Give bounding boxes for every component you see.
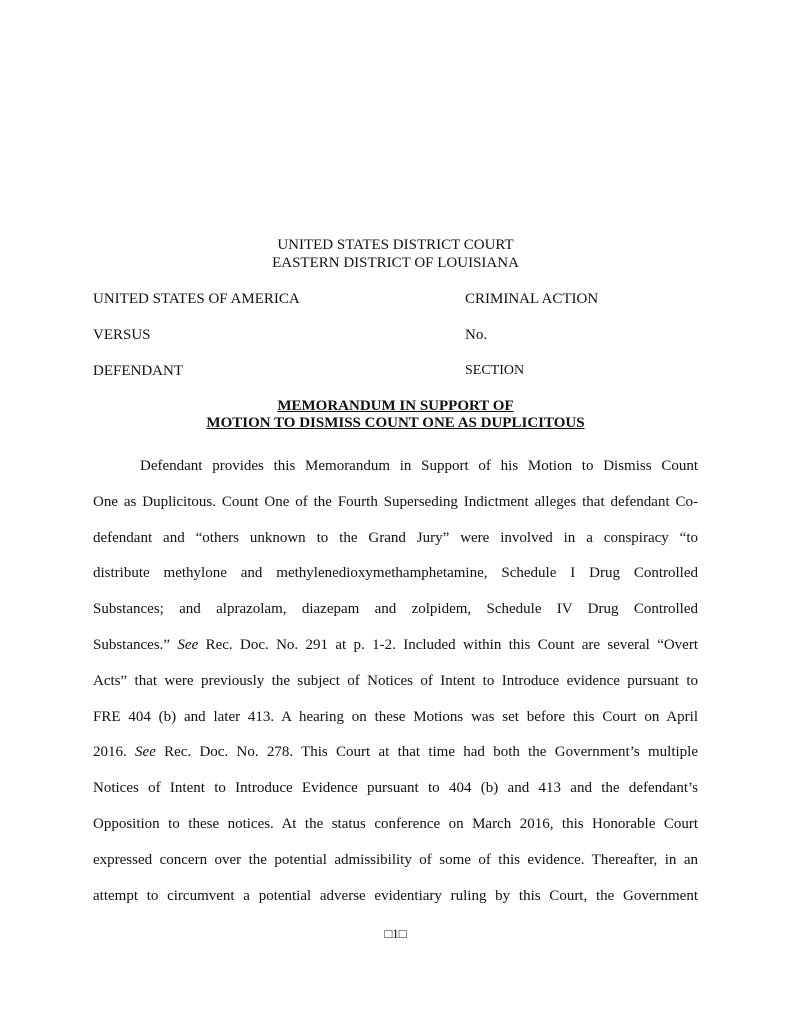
caption-party-plaintiff: UNITED STATES OF AMERICA bbox=[93, 291, 300, 307]
court-district: EASTERN DISTRICT OF LOUISIANA bbox=[272, 255, 519, 271]
caption-party-defendant: DEFENDANT bbox=[93, 363, 183, 379]
caption-versus: VERSUS bbox=[93, 327, 151, 343]
body-line bbox=[93, 735, 698, 771]
body-line bbox=[93, 807, 698, 843]
caption-case-number: No. bbox=[465, 327, 488, 343]
memorandum-body bbox=[93, 449, 698, 914]
body-line-text: defendant and “others unknown to the Grand Jury” were involved in a conspiracy “to bbox=[93, 529, 698, 546]
body-line bbox=[93, 556, 698, 592]
body-line-text: Substances.” See Rec. Doc. No. 291 at p. 1-2. Included within this Count are several “Overt bbox=[93, 636, 698, 653]
body-line-text: Substances; and alprazolam, diazepam and zolpidem, Schedule IV Drug Controlled bbox=[93, 601, 698, 618]
body-line-text: FRE 404 (b) and later 413. A hearing on these Motions was set before this Court on April bbox=[93, 708, 698, 725]
memorandum-title-line1: MEMORANDUM IN SUPPORT OF bbox=[277, 398, 514, 414]
body-line-text: Opposition to these notices. At the status conference on March 2016, this Honorable Court bbox=[93, 815, 698, 832]
body-line-text: distribute methylone and methylenedioxymethamphetamine, Schedule I Drug Controlled bbox=[93, 565, 698, 582]
body-line-text: Notices of Intent to Introduce Evidence pursuant to 404 (b) and 413 and the defendant’s bbox=[93, 780, 698, 797]
body-line bbox=[93, 628, 698, 664]
body-line-text: expressed concern over the potential admissibility of some of this evidence. Thereafter, in an bbox=[93, 851, 698, 868]
memorandum-title bbox=[0, 398, 791, 432]
body-line bbox=[93, 449, 698, 485]
court-name: UNITED STATES DISTRICT COURT bbox=[277, 237, 514, 253]
body-line bbox=[93, 700, 698, 736]
body-line bbox=[93, 521, 698, 557]
page-number: □1□ bbox=[384, 926, 407, 941]
body-line-text: One as Duplicitous. Count One of the Fourth Superseding Indictment alleges that defendant Co- bbox=[93, 493, 698, 510]
court-heading bbox=[0, 236, 791, 272]
memorandum-title-line2: MOTION TO DISMISS COUNT ONE AS DUPLICITOUS bbox=[206, 415, 585, 431]
body-line-text: attempt to circumvent a potential adverse evidentiary ruling by this Court, the Government bbox=[93, 887, 698, 904]
body-line-text: 2016. See Rec. Doc. No. 278. This Court at that time had both the Government’s multiple bbox=[93, 744, 698, 761]
body-line-text: Acts” that were previously the subject of Notices of Intent to Introduce evidence pursuant to bbox=[93, 672, 698, 689]
body-line bbox=[93, 664, 698, 700]
caption-section: SECTION bbox=[465, 363, 525, 378]
body-line-text: Defendant provides this Memorandum in Support of his Motion to Dismiss Count bbox=[140, 458, 698, 474]
body-line bbox=[93, 771, 698, 807]
body-line bbox=[93, 485, 698, 521]
body-line bbox=[93, 879, 698, 915]
caption-case-type: CRIMINAL ACTION bbox=[465, 291, 599, 307]
body-line bbox=[93, 843, 698, 879]
body-line bbox=[93, 592, 698, 628]
